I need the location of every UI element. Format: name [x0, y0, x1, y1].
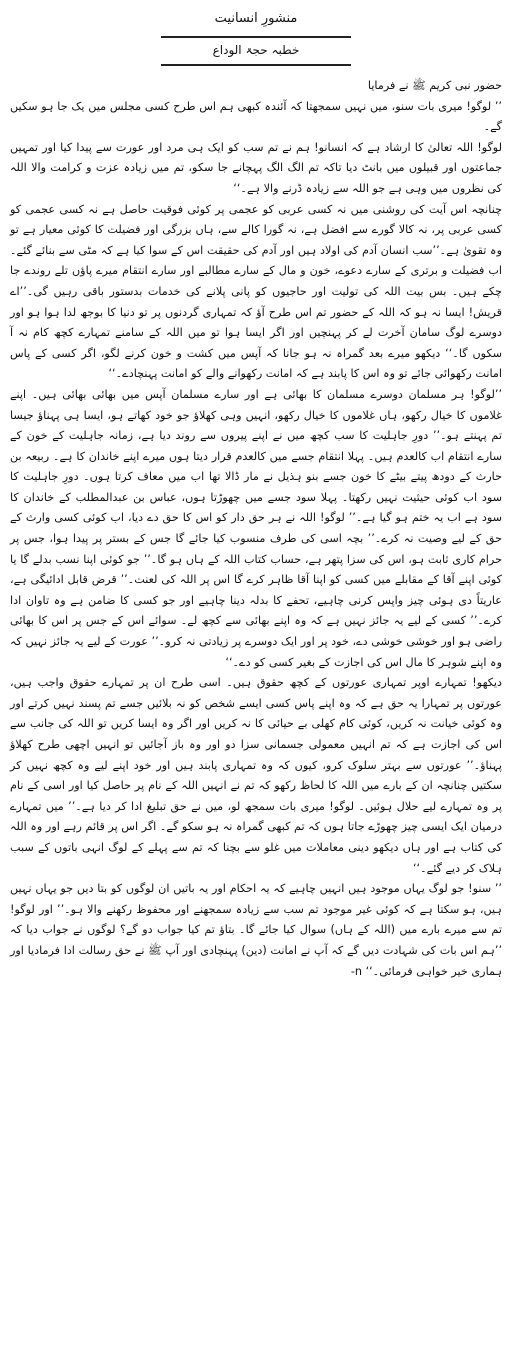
article-body [10, 76, 502, 982]
paragraph-6 [10, 879, 502, 982]
paragraph-3: چنانچہ اس آیت کی روشنی میں نہ کسی عربی کو عجمی پر کوئی فوقیت حاصل ہے نہ کسی عجمی کو کسی عربی پر، نہ کالا گورے سے افضل ہے، نہ گورا کالے سے، ہاں بزرگی اور فضیلت کا کوئی معیار ہے تو وہ تقویٰ ہے۔’’سب انسان آدم کی اولاد ہیں اور آدم کی حقیقت اس کے سوا کیا ہے کہ مٹی سے بنائے گئے۔ اب فضیلت و برتری کے سارے دعوے، خون و مال کے سارے مطالبے اور سارے انتقام میرے پاؤں تلے روندے جا چکے ہیں۔ بس بیت اللہ کی تولیت اور حاجیوں کو پانی پلانے کی خدمات بدستور باقی رہیں گی۔’’اے قریش! ایسا نہ ہو کہ اللہ کے حضور تم اس طرح آؤ کہ تمہاری گردنوں پر تو دنیا کا بوجھ لدا ہوا ہو اور دوسرے لوگ سامان آخرت لے کر پہنچیں اور اگر ایسا ہوا تو میں اللہ کے سامنے تمہارے کچھ کام نہ آ سکوں گا۔‘‘ دیکھو میرے بعد گمراہ نہ ہو جانا کہ آپس میں کشت و خون کرنے لگو، اگر کسی کے پاس امانت رکھوائی جائے تو وہ اس کا پابند ہے کہ امانت رکھوانے والے کو امانت پہنچادے۔‘‘ [10, 202, 502, 381]
paragraph-4: ’’لوگو! ہر مسلمان دوسرے مسلمان کا بھائی ہے اور سارے مسلمان آپس میں بھائی بھائی ہیں۔ اپنے غلاموں کا خیال رکھو، ہاں غلاموں کا خیال رکھو، انہیں وہی کھلاؤ جو خود کھاتے ہو، ایسا ہی پہناؤ جیسا تم پہنتے ہو۔’’ دورِ جاہلیت کا سب کچھ میں نے اپنے پیروں سے روند دیا ہے، زمانہ جاہلیت کے خون کے سارے انتقام اب کالعدم ہیں۔ پہلا انتقام جسے میں کالعدم قرار دیتا ہوں میرے اپنے خاندان کا ہے۔ ربیعہ بن حارث کے دودھ پیتے بیٹے کا خون جسے بنو ہذیل نے مار ڈالا تھا اب میں معاف کرتا ہوں۔ دورِ جاہلیت کا سود اب کوئی حیثیت نہیں رکھتا۔ پہلا سود جسے میں چھوڑتا ہوں، عباس بن عبدالمطلب کے خاندان کا سود ہے اب یہ ختم ہو گیا ہے۔’’ لوگو! اللہ نے ہر حق دار کو اس کا حق دے دیا، اب کوئی کسی وارث کے حق کے لیے وصیت نہ کرے۔’’ بچہ اسی کی طرف منسوب کیا جائے گا جس کے بستر پر پیدا ہوا، جس پر حرام کاری ثابت ہو، اس کی سزا پتھر ہے، حساب کتاب اللہ کے ہاں ہو گا۔’’ جو کوئی اپنا نسب بدلے گا یا کوئی اپنے آقا کے مقابلے میں کسی کو اپنا آقا ظاہر کرے گا اس پر اللہ کی لعنت۔’’ قرض قابل ادائیگی ہے، عاریتاً دی ہوئی چیز واپس کرنی چاہیے، تحفے کا بدلہ دینا چاہیے اور جو کسی کا ضامن ہے وہ تاوان ادا کرے۔’’ کسی کے لیے یہ جائز نہیں ہے کہ وہ اپنے بھائی سے کچھ لے۔ سوائے اس کے جس پر اس کا بھائی راضی ہو اور خوشی خوشی دے، خود پر اور ایک دوسرے پر زیادتی نہ کرو۔’’ عورت کے لیے یہ جائز نہیں کہ وہ اپنے شوہر کا مال اس کی اجازت کے بغیر کسی کو دے۔‘‘ [10, 387, 502, 669]
title-divider [161, 36, 351, 38]
article-subtitle: خطبہ حجۃ الوداع [212, 43, 300, 57]
paragraph-1: ’’ لوگو! میری بات سنو، میں نہیں سمجھتا کہ آئندہ کبھی ہم اس طرح کسی مجلس میں یک جا ہو سکیں گے۔ [10, 99, 502, 134]
subtitle-divider [161, 64, 351, 66]
article-title: منشورِ انسانیت [214, 11, 298, 26]
paragraph-intro: حضور نبی کریم ﷺ نے فرمایا [367, 79, 502, 92]
paragraph-2: لوگو! اللہ تعالیٰ کا ارشاد ہے کہ انسانو! ہم نے تم سب کو ایک ہی مرد اور عورت سے پیدا کیا اور تمہیں جماعتوں اور قبیلوں میں بانٹ دیا تاکہ تم الگ الگ پہچانے جا سکو، تم میں زیادہ عزت و کرامت والا اللہ کی نظروں میں وہی ہے جو اللہ سے زیادہ ڈرنے والا ہے۔‘‘ [10, 140, 502, 195]
paragraph-6-text: ’’ سنو! جو لوگ یہاں موجود ہیں انہیں چاہیے کہ یہ احکام اور یہ باتیں ان لوگوں کو بتا دیں جو یہاں نہیں ہیں، ہو سکتا ہے کہ کوئی غیر موجود تم سب سے زیادہ سمجھنے اور محفوظ رکھنے والا ہو۔’’ اور لوگو! تم سے میرے بارے میں (اللہ کے ہاں) سوال کیا جائے گا۔ بتاؤ تم کیا جواب دو گے؟ لوگوں نے جواب دیا کہ ’’ہم اس بات کی شہادت دیں گے کہ آپ نے امانت (دین) پہنچادی اور آپ ﷺ نے حق رسالت ادا فرمادیا اور ہماری خیر خواہی فرمائی۔‘‘ [10, 882, 502, 978]
end-mark: n- [350, 964, 362, 978]
paragraph-5: دیکھو! تمہارے اوپر تمہاری عورتوں کے کچھ حقوق ہیں۔ اسی طرح ان پر تمہارے حقوق واجب ہیں، عورتوں پر تمہارا یہ حق ہے کہ وہ اپنے پاس کسی ایسے شخص کو نہ بلائیں جسے تم پسند نہیں کرتے اور وہ کوئی خیانت نہ کریں، کوئی کام کھلی بے حیائی کا نہ کریں اور اگر وہ ایسا کریں تو اللہ کی جانب سے اس کی اجازت ہے کہ تم انہیں معمولی جسمانی سزا دو اور وہ باز آجائیں تو انہیں اچھی طرح کھلاؤ پہناؤ۔’’ عورتوں سے بہتر سلوک کرو، کیوں کہ وہ تمہاری پابند ہیں اور خود اپنے لیے وہ کچھ نہیں کر سکتیں چنانچہ ان کے بارے میں اللہ کا لحاظ رکھو کہ تم نے انہیں اللہ کے نام پر حاصل کیا اور اسی کے نام پر وہ تمہارے لیے حلال ہوئیں۔ لوگو! میری بات سمجھ لو، میں نے حق تبلیغ ادا کر دیا ہے۔’’ میں تمہارے درمیان ایک ایسی چیز چھوڑے جاتا ہوں کہ تم کبھی گمراہ نہ ہو سکو گے۔ اگر اس پر قائم رہے اور وہ اللہ کی کتاب ہے اور ہاں دیکھو دینی معاملات میں غلو سے بچنا کہ تم سے پہلے کے لوگ انہی باتوں کے سبب ہلاک کر دیے گئے۔‘‘ [10, 676, 502, 875]
article-header [10, 10, 502, 66]
